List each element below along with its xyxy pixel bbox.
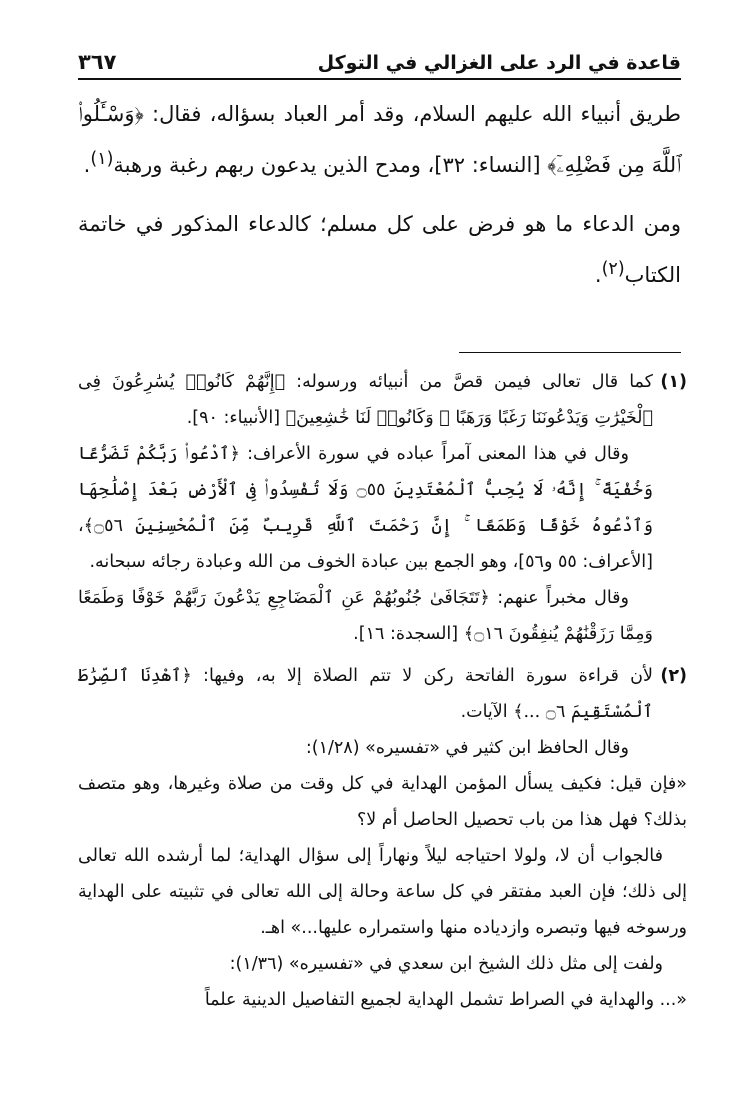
quran-quote: ﴿تَتَجَافَىٰ جُنُوبُهُمْ عَنِ ٱلْمَضَاجِعِ يَدْعُونَ رَبَّهُمْ خَوْفًا وَطَمَعًا وَمِمَّا رَزَقْنَٰهُمْ يُنفِقُونَ ۝١٦﴾	[78, 588, 653, 644]
text-span: لأن قراءة سورة الفاتحة ركن لا تتم الصلاة إلا به، وفيها:	[191, 666, 653, 686]
footnote-ref: (٢)	[601, 259, 625, 279]
quote-paragraph: فالجواب أن لا، ولولا احتياجه ليلاً ونهاراً إلى سؤال الهداية؛ لما أرشده الله تعالى إلى ذلك؛ فإن العبد مفتقر في كل ساعة وحالة إلى الله تعالى في تثبيته على الهداية ورسوخه فيها وتبصره وازدياده منها واستمراره عليها...» اهـ.	[78, 846, 687, 938]
text-span: .	[594, 263, 602, 287]
main-paragraph-2	[78, 202, 681, 298]
footnote-ref: (١)	[90, 149, 114, 169]
text-span: الآيات.	[460, 702, 514, 722]
footnote-paragraph	[78, 580, 653, 652]
page-number: ٣٦٧	[78, 50, 117, 74]
text-span: [السجدة: ١٦].	[353, 624, 464, 644]
text-span: كما قال تعالى فيمن قصَّ من أنبيائه ورسوله:	[285, 372, 653, 392]
text-span: طريق أنبياء الله عليهم السلام، وقد أمر العباد بسؤاله، فقال:	[143, 102, 681, 126]
footnote-body	[78, 658, 653, 766]
footnote-number: (١)	[660, 372, 687, 392]
main-paragraph-1	[78, 92, 681, 188]
quran-quote: ﴿وَسْـَٔلُوا۟ ٱللَّهَ مِن فَضْلِهِۦٓ﴾	[78, 102, 681, 177]
quote-paragraph: ولفت إلى مثل ذلك الشيخ ابن سعدي في «تفسيره» (١/٣٦):	[229, 954, 663, 974]
text-span: وقال في هذا المعنى آمراً عباده في سورة الأعراف:	[239, 444, 629, 464]
quote-paragraph: «... والهداية في الصراط تشمل الهداية لجميع التفاصيل الدينية علماً	[204, 990, 687, 1010]
footnotes	[78, 364, 687, 1018]
text-span: وقال مخبراً عنهم:	[489, 588, 629, 608]
footnote-separator	[459, 352, 681, 353]
quran-quote: ﴿ٱهْدِنَا ٱلصِّرَٰطَ ٱلْمُسْتَقِيمَ ۝٦ ...﴾	[78, 666, 653, 722]
footnote-paragraph	[78, 658, 653, 730]
text-span: [الأنبياء: ٩٠].	[186, 408, 286, 428]
footnote-paragraph	[78, 436, 653, 580]
quran-quote: ﴿ٱدْعُوا۟ رَبَّكُمْ تَضَرُّعًا وَخُفْيَةً ۚ إِنَّهُۥ لَا يُحِبُّ ٱلْمُعْتَدِينَ ۝٥٥ وَلَا تُفْسِدُوا۟ فِى ٱلْأَرْضِ بَعْدَ إِصْلَٰحِهَا وَٱدْعُوهُ خَوْفًا وَطَمَعًا ۚ إِنَّ رَحْمَتَ ٱللَّهِ قَرِيبٌ مِّنَ ٱلْمُحْسِنِينَ ۝٥٦﴾	[78, 444, 653, 536]
footnote-2	[78, 658, 687, 766]
footnote-body	[78, 364, 653, 658]
footnote-number: (٢)	[660, 666, 687, 686]
main-text	[78, 92, 681, 312]
quote-paragraph: «فإن قيل: فكيف يسأل المؤمن الهداية في كل وقت من صلاة وغيرها، وهو متصف بذلك؟ فهل هذا من باب تحصيل الحاصل أم لا؟	[78, 774, 687, 830]
text-span: .	[83, 153, 91, 177]
running-title: قاعدة في الرد على الغزالي في التوكل	[317, 52, 681, 74]
text-span: ومن الدعاء ما هو فرض على كل مسلم؛ كالدعاء المذكور في خاتمة الكتاب	[78, 212, 681, 287]
page-header	[78, 40, 681, 80]
footnote-paragraph: وقال الحافظ ابن كثير في «تفسيره» (١/٢٨):	[305, 738, 629, 758]
text-span: ، [الأعراف: ٥٥ و٥٦]، وهو الجمع بين عبادة الخوف من الله وعبادة رجائه سبحانه.	[78, 516, 653, 572]
quran-quote: ﴿إِنَّهُمْ كَانُوا۟ يُسَٰرِعُونَ فِى ٱلْخَيْرَٰتِ وَيَدْعُونَنَا رَغَبًا وَرَهَبًا ۖ وَكَانُوا۟ لَنَا خَٰشِعِينَ﴾	[78, 372, 653, 428]
text-span: [النساء: ٣٢]، ومدح الذين يدعون ربهم رغبة ورهبة	[113, 153, 548, 177]
footnote-1	[78, 364, 687, 658]
footnote-paragraph	[78, 364, 653, 436]
